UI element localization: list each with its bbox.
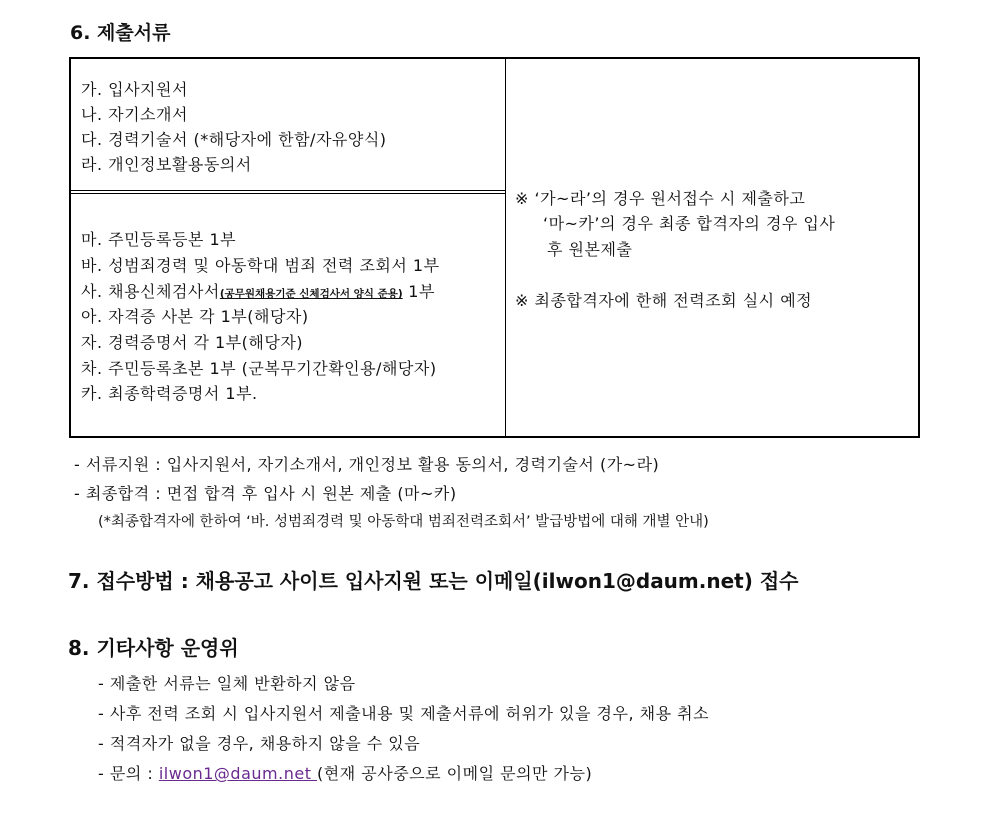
doc-item-a: 아. 자격증 사본 각 1부(해당자) (81, 307, 309, 326)
note-submission-3: 후 원본제출 (547, 240, 633, 259)
note-submission-2: ‘마~카’의 경우 최종 합격자의 경우 입사 (543, 214, 836, 233)
doc-item-na: 나. 자기소개서 (81, 105, 188, 124)
misc-item-cancel: - 사후 전력 조회 시 입사지원서 제출내용 및 제출서류에 허위가 있을 경우, 채용 취소 (98, 704, 710, 723)
documents-table (69, 57, 920, 438)
doc-item-ra: 라. 개인정보활용동의서 (81, 155, 252, 174)
doc-item-ma: 마. 주민등록등본 1부 (81, 230, 237, 249)
doc-item-ja: 자. 경력증명서 각 1부(해당자) (81, 333, 304, 352)
section-7-heading: 7. 접수방법 : 채용공고 사이트 입사지원 또는 이메일(ilwon1@daum.net) 접수 (68, 569, 799, 593)
doc-item-ba: 바. 성범죄경력 및 아동학대 범죄 전력 조회서 1부 (81, 256, 440, 275)
inquiry-label: - 문의 : (98, 764, 159, 783)
section-8-heading: 8. 기타사항 운영위 (68, 636, 239, 660)
misc-item-inquiry (98, 761, 592, 784)
table-divider-vertical (505, 59, 506, 436)
note-background-check: ※ 최종합격자에 한해 전력조회 실시 예정 (515, 291, 813, 310)
doc-item-sa-count: 1부 (402, 282, 435, 301)
doc-item-da: 다. 경력기술서 (*해당자에 한함/자유양식) (81, 130, 387, 149)
note-submission-1: ※ ‘가~라’의 경우 원서접수 시 제출하고 (515, 189, 806, 208)
doc-item-cha: 차. 주민등록초본 1부 (군복무기간확인용/해당자) (81, 359, 437, 378)
doc-item-sa (81, 279, 435, 302)
misc-item-no-hire: - 적격자가 없을 경우, 채용하지 않을 수 있음 (98, 734, 421, 753)
inquiry-email-link[interactable]: ilwon1@daum.net (158, 764, 318, 783)
table-divider-double (71, 190, 505, 194)
section-6-heading: 6. 제출서류 (70, 22, 171, 44)
summary-final-pass-note: (*최종합격자에 한하여 ‘바. 성범죄경력 및 아동학대 범죄전력조회서’ 발급방법에 대해 개별 안내) (98, 514, 709, 530)
doc-item-ga: 가. 입사지원서 (81, 80, 188, 99)
misc-item-no-return: - 제출한 서류는 일체 반환하지 않음 (98, 674, 356, 693)
doc-item-ka: 카. 최종학력증명서 1부. (81, 384, 258, 403)
summary-document-application: - 서류지원 : 입사지원서, 자기소개서, 개인정보 활용 동의서, 경력기술서 (가~라) (74, 455, 660, 474)
doc-item-sa-note: (공무원채용기준 신체검사서 양식 준용) (219, 288, 403, 300)
summary-final-pass: - 최종합격 : 면접 합격 후 입사 시 원본 제출 (마~카) (74, 484, 457, 503)
inquiry-note: (현재 공사중으로 이메일 문의만 가능) (317, 764, 593, 783)
doc-item-sa-text: 사. 채용신체검사서 (81, 282, 220, 301)
